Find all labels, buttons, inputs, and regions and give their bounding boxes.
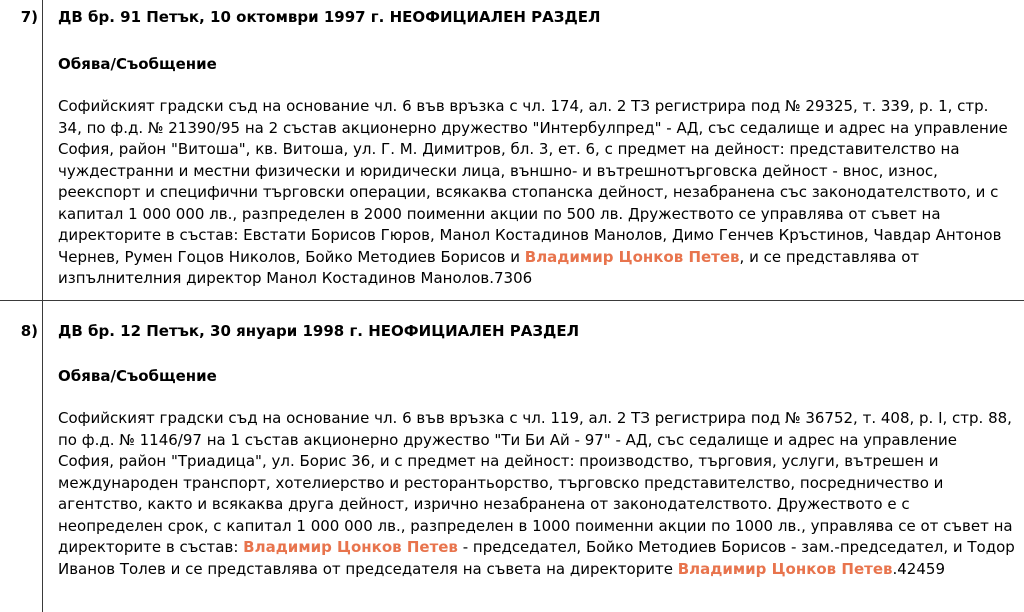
entry-number: 7) bbox=[20, 8, 38, 26]
entry-content bbox=[58, 7, 1016, 290]
entry-body-text: , и се представлява от изпълнителния директор Манол Костадинов Манолов.7306 bbox=[58, 247, 920, 287]
entry-content bbox=[58, 321, 1016, 580]
highlighted-name: Владимир Цонков Петев bbox=[243, 538, 458, 556]
entry-section-title: Обява/Съобщение bbox=[58, 367, 217, 385]
entry-heading: ДВ бр. 12 Петък, 30 януари 1998 г. НЕОФИЦИАЛЕН РАЗДЕЛ bbox=[58, 322, 580, 340]
entry-body bbox=[58, 96, 1016, 290]
entry-body-text: Софийският градски съд на основание чл. 6 във връзка с чл. 174, ал. 2 ТЗ регистрира под № 29325, т. 339, р. 1, стр. 34, по ф.д. № 21390/95 на 2 състав акционерно дружество "Интербулпред" - АД, със седалище и адрес на управление София, район "Витоша", кв. Витоша, ул. Г. М. Димитров, бл. 3, ет. 6, с предмет на дейност: представителство на чуждестранни и местни физически и юридически лица, външно- и вътрешнотърговска дейност - внос, износ, реекспорт и специфични търговски операции, всякаква стопанска дейност, незабранена със законодателството, и с капитал 1 000 000 лв., разпределен в 2000 поименни акции по 500 лв. Дружеството се управлява от съвет на директорите в състав: Евстати Борисов Гюров, Манол Костадинов Манолов, Димо Генчев Кръстинов, Чавдар Антонов Чернев, Румен Гоцов Николов, Бойко Методиев Борисов и bbox=[58, 97, 1008, 266]
highlighted-name: Владимир Цонков Петев bbox=[524, 247, 740, 266]
highlighted-name: Владимир Цонков Петев bbox=[677, 559, 893, 578]
entry-number: 8) bbox=[20, 322, 38, 340]
entry-body bbox=[58, 408, 1016, 580]
entry-body-text: - председател, Бойко Методиев Борисов - зам.-председател, и Тодор Иванов Толев и се представлява от председателя на съвета на директорите bbox=[58, 538, 1015, 578]
entry-body-text: Софийският градски съд на основание чл. 6 във връзка с чл. 119, ал. 2 ТЗ регистрира под № 36752, т. 408, р. I, стр. 88, по ф.д. № 1146/97 на 1 състав акционерно дружество "Ти Би Ай - 97" - АД, със седалище и адрес на управление София, район "Триадица", ул. Борис 36, и с предмет на дейност: производство, търговия, услуги, вътрешен и международен транспорт, хотелиерство и ресторантьорство, търговско представителство, посредничество и агентство, както и всякаква друга дейност, изрично незабранена от законодателството. Дружеството е с неопределен срок, с капитал 1 000 000 лв., разпределен в 1000 поименни акции по 1000 лв., управлява се от съвет на директорите в състав: bbox=[58, 409, 1013, 556]
entry-body-text: .42459 bbox=[892, 559, 945, 578]
entry-heading: ДВ бр. 91 Петък, 10 октомври 1997 г. НЕОФИЦИАЛЕН РАЗДЕЛ bbox=[58, 8, 601, 26]
entry-row bbox=[0, 300, 1024, 612]
entry-row bbox=[0, 0, 1024, 300]
entry-section-title: Обява/Съобщение bbox=[58, 55, 217, 73]
